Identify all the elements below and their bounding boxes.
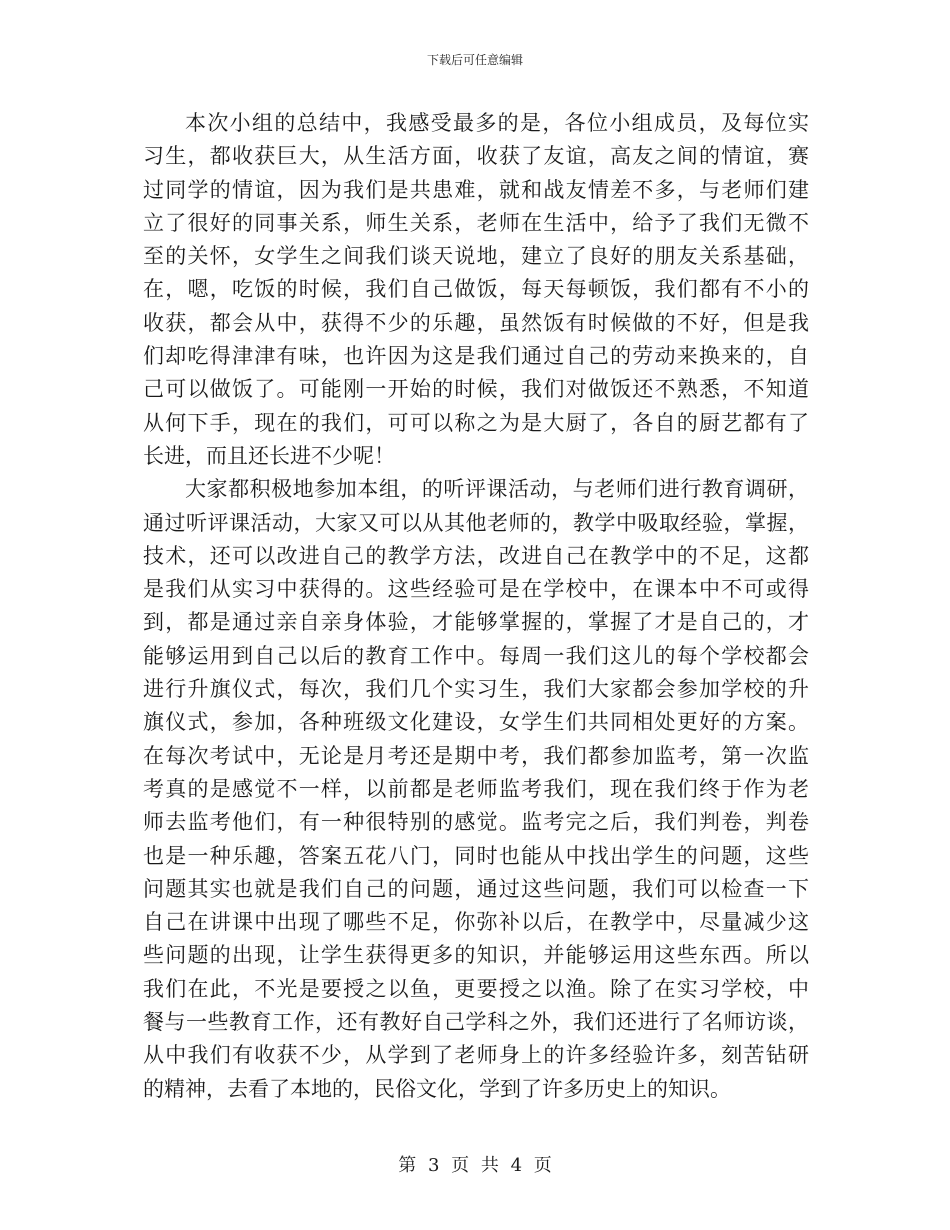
- text-line: 的精神，去看了本地的，民俗文化，学到了许多历史上的知识。: [143, 1076, 731, 1101]
- text-line: 大家都积极地参加本组，的听评课活动，与老师们进行教育调研，: [185, 477, 809, 502]
- text-line: 旗仪式，参加，各种班级文化建设，女学生们共同相处更好的方案。: [143, 710, 809, 735]
- text-line: 到，都是通过亲自亲身体验，才能够掌握的，掌握了才是自己的，才: [143, 610, 809, 635]
- text-line: 问题其实也就是我们自己的问题，通过这些问题，我们可以检查一下: [143, 876, 809, 901]
- text-line: 本次小组的总结中，我感受最多的是，各位小组成员，及每位实: [185, 111, 809, 135]
- text-line: 过同学的情谊，因为我们是共患难，就和战友情差不多，与老师们建: [143, 177, 809, 202]
- text-line: 立了很好的同事关系，师生关系，老师在生活中，给予了我们无微不: [143, 210, 809, 235]
- text-line: 至的关怀，女学生之间我们谈天说地，建立了良好的朋友关系基础，: [143, 244, 809, 269]
- text-line: 们却吃得津津有味，也许因为这是我们通过自己的劳动来换来的，自: [143, 344, 809, 369]
- text-line: 己可以做饭了。可能刚一开始的时候，我们对做饭还不熟悉，不知道: [143, 377, 809, 402]
- text-line: 进行升旗仪式，每次，我们几个实习生，我们大家都会参加学校的升: [143, 677, 809, 702]
- document-body: [143, 107, 809, 1106]
- text-line: 通过听评课活动，大家又可以从其他老师的，教学中吸取经验，掌握，: [143, 510, 809, 535]
- text-line: 考真的是感觉不一样，以前都是老师监考我们，现在我们终于作为老: [143, 776, 809, 801]
- text-line: 餐与一些教育工作，还有教好自己学科之外，我们还进行了名师访谈，: [143, 1010, 809, 1035]
- paragraph-2: [143, 473, 809, 1106]
- text-line: 从何下手，现在的我们，可可以称之为是大厨了，各自的厨艺都有了: [143, 410, 809, 435]
- page-header: 下载后可任意编辑: [426, 53, 523, 67]
- text-line: 技术，还可以改进自己的教学方法，改进自己在教学中的不足，这都: [143, 543, 809, 568]
- text-line: 收获，都会从中，获得不少的乐趣，虽然饭有时候做的不好，但是我: [143, 310, 809, 335]
- text-line: 习生，都收获巨大，从生活方面，收获了友谊，高友之间的情谊，赛: [143, 144, 809, 169]
- text-line: 我们在此，不光是要授之以鱼，更要授之以渔。除了在实习学校，中: [143, 976, 809, 1001]
- text-line: 能够运用到自己以后的教育工作中。每周一我们这儿的每个学校都会: [143, 643, 809, 668]
- text-line: 自己在讲课中出现了哪些不足，你弥补以后，在教学中，尽量减少这: [143, 910, 809, 935]
- text-line: 是我们从实习中获得的。这些经验可是在学校中，在课本中不可或得: [143, 577, 809, 602]
- text-line: 在，嗯，吃饭的时候，我们自己做饭，每天每顿饭，我们都有不小的: [143, 277, 809, 302]
- page-footer: 第 3 页 共 4 页: [398, 1155, 552, 1176]
- text-line: 也是一种乐趣，答案五花八门，同时也能从中找出学生的问题，这些: [143, 843, 809, 868]
- text-line: 些问题的出现，让学生获得更多的知识，并能够运用这些东西。所以: [143, 943, 809, 968]
- text-line: 从中我们有收获不少，从学到了老师身上的许多经验许多，刻苦钻研: [143, 1043, 809, 1068]
- text-line: 师去监考他们，有一种很特别的感觉。监考完之后，我们判卷，判卷: [143, 810, 809, 835]
- text-line: 在每次考试中，无论是月考还是期中考，我们都参加监考，第一次监: [143, 743, 809, 768]
- text-line: 长进，而且还长进不少呢！: [143, 443, 395, 468]
- paragraph-1: [143, 107, 809, 473]
